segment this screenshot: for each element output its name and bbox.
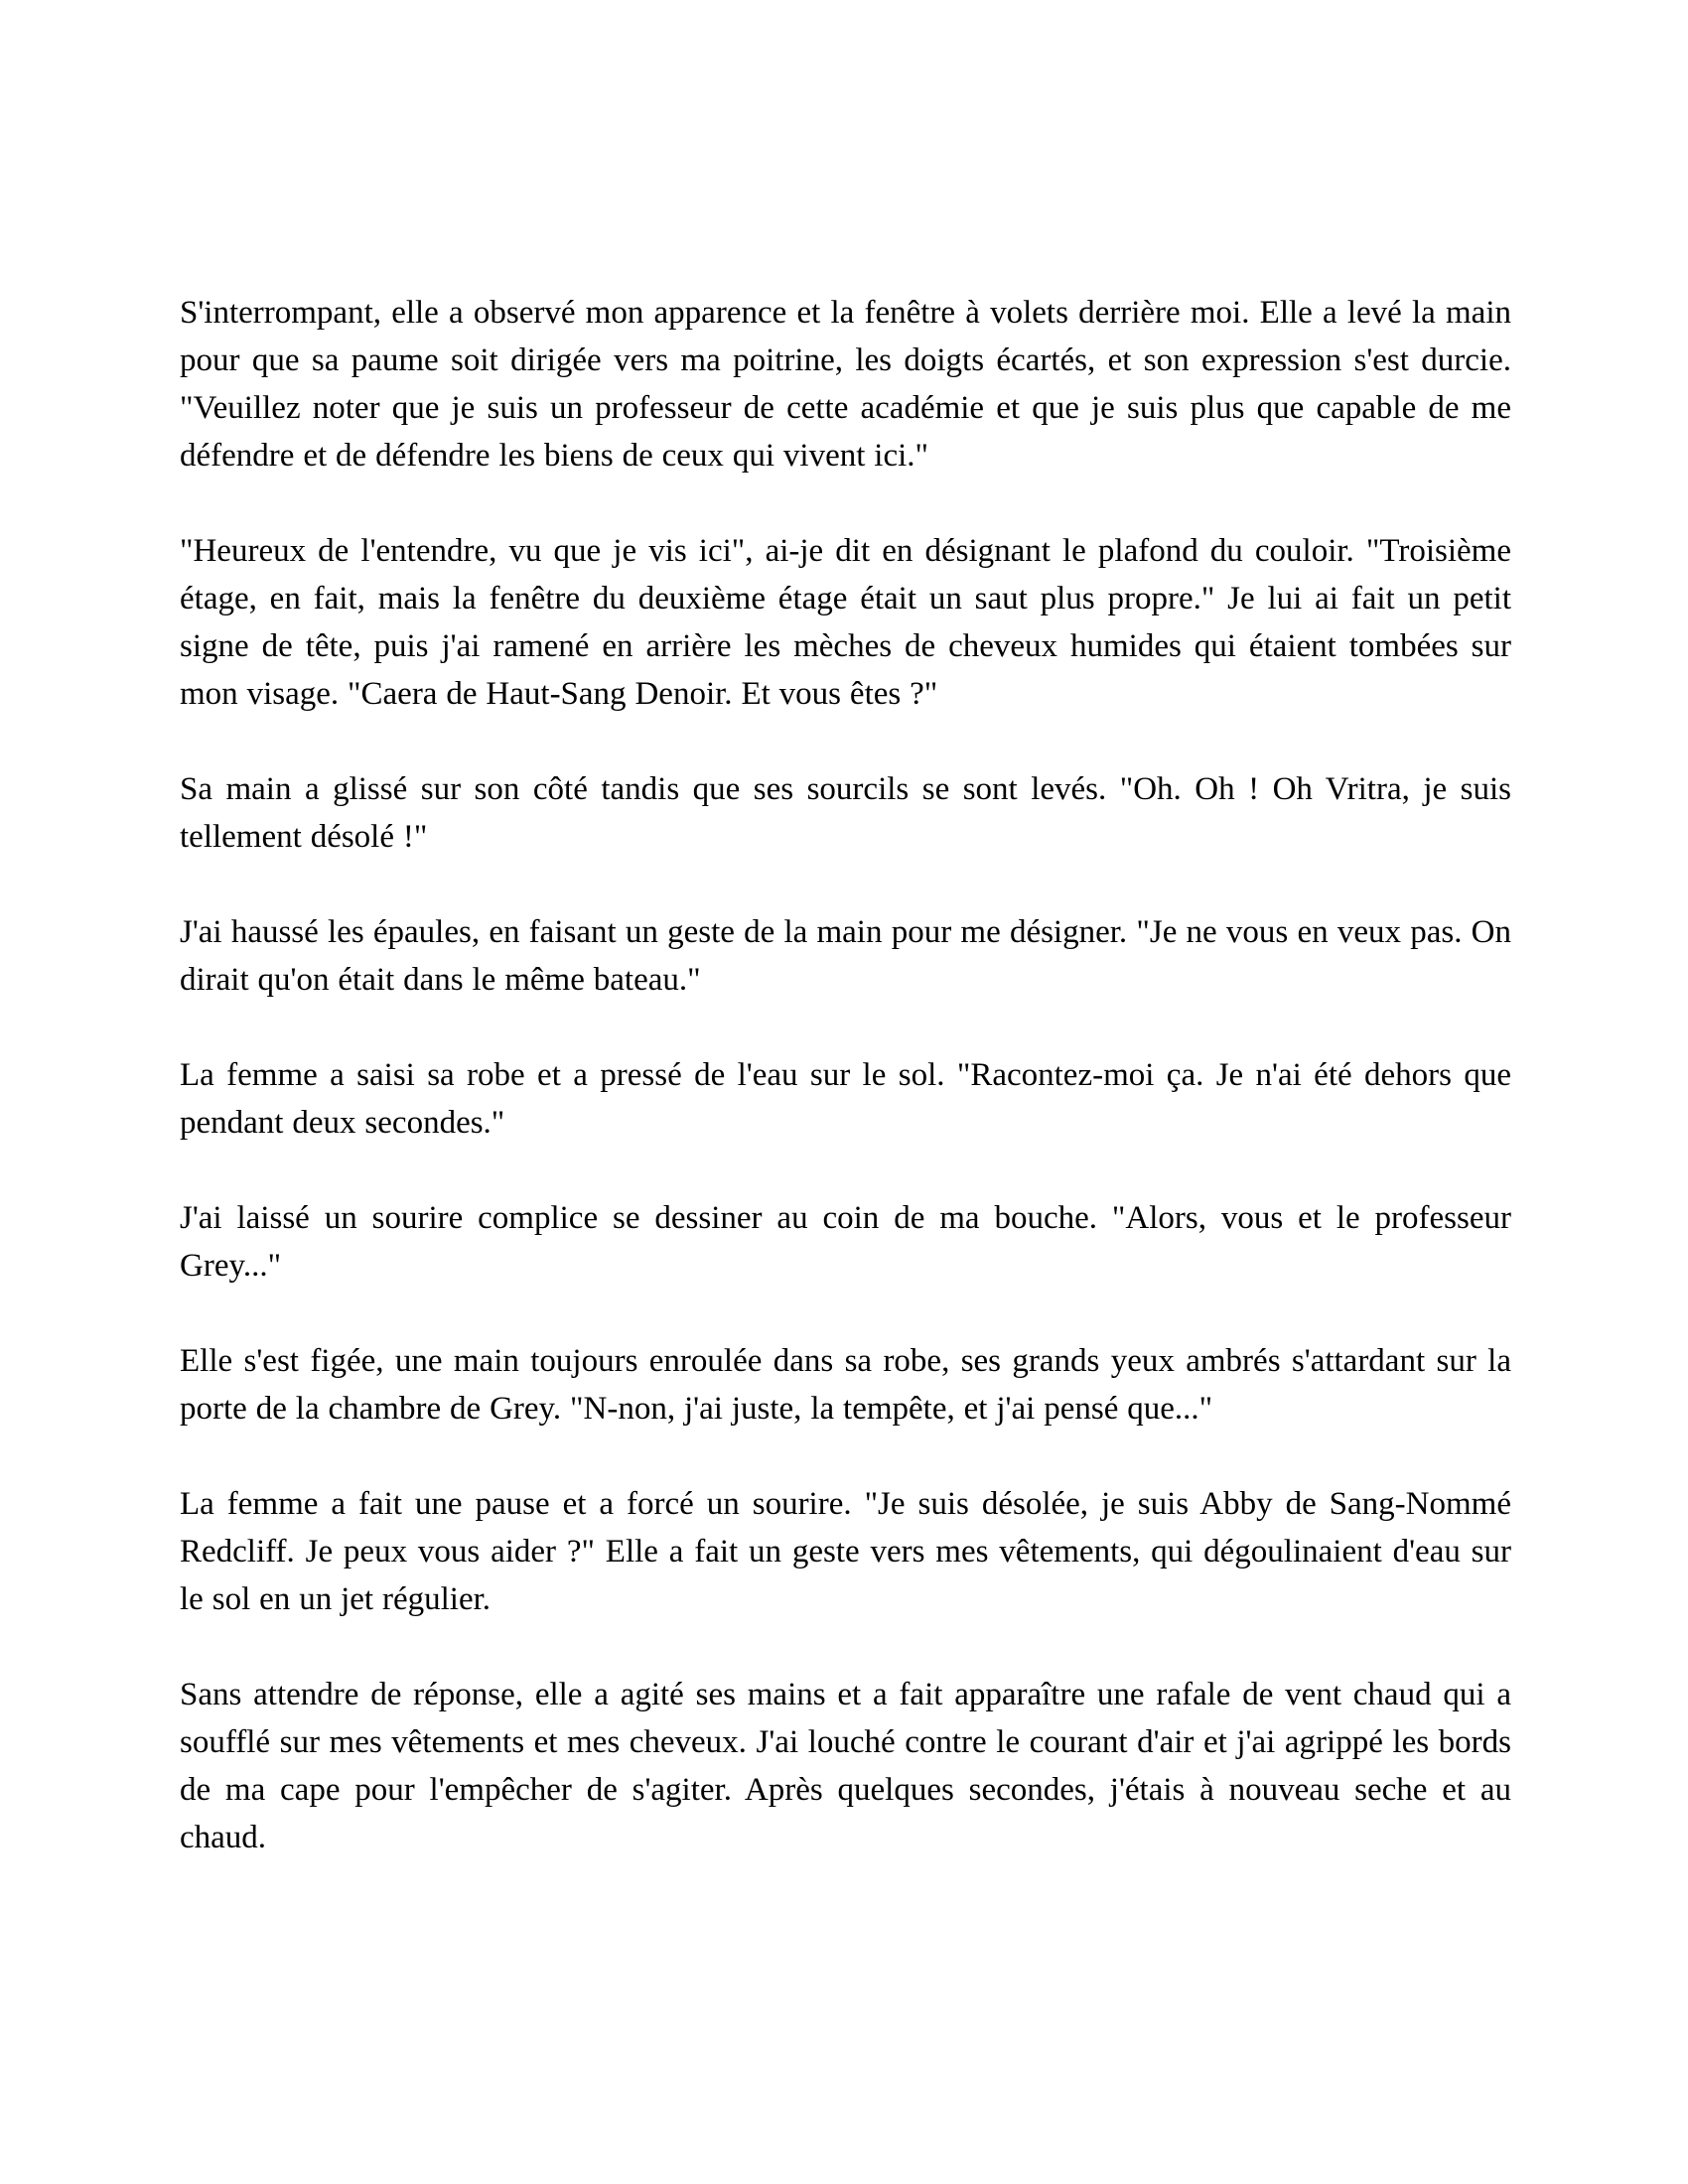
paragraph-8: La femme a fait une pause et a forcé un sourire. "Je suis désolée, je suis Abby de Sang-Nommé Redcliff. Je peux vous aider ?" Elle a fait un geste vers mes vêtements, qui dégoulinaient d'eau sur le sol en un jet régulier. [180,1486,1511,1617]
paragraph-5: La femme a saisi sa robe et a pressé de l'eau sur le sol. "Racontez-moi ça. Je n'ai été dehors que pendant deux secondes." [180,1057,1511,1141]
paragraph-7: Elle s'est figée, une main toujours enroulée dans sa robe, ses grands yeux ambrés s'attardant sur la porte de la chambre de Grey. "N-non, j'ai juste, la tempête, et j'ai pensé que..." [180,1343,1511,1427]
paragraph-1: S'interrompant, elle a observé mon apparence et la fenêtre à volets derrière moi. Elle a levé la main pour que sa paume soit dirigée vers ma poitrine, les doigts écartés, et son expression s'est durcie. "Veuillez noter que je suis un professeur de cette académie et que je suis plus que capable de me défendre et de défendre les biens de ceux qui vivent ici." [180,295,1511,474]
paragraph-6: J'ai laissé un sourire complice se dessiner au coin de ma bouche. "Alors, vous et le professeur Grey..." [180,1200,1511,1284]
paragraph-4: J'ai haussé les épaules, en faisant un geste de la main pour me désigner. "Je ne vous en veux pas. On dirait qu'on était dans le même bateau." [180,914,1511,998]
paragraph-9: Sans attendre de réponse, elle a agité ses mains et a fait apparaître une rafale de vent chaud qui a soufflé sur mes vêtements et mes cheveux. J'ai louché contre le courant d'air et j'ai agrippé les bords de ma cape pour l'empêcher de s'agiter. Après quelques secondes, j'étais à nouveau seche et au chaud. [180,1677,1511,1855]
text-block [180,289,1511,1861]
paragraph-2: "Heureux de l'entendre, vu que je vis ici", ai-je dit en désignant le plafond du couloir. "Troisième étage, en fait, mais la fenêtre du deuxième étage était un saut plus propre." Je lui ai fait un petit signe de tête, puis j'ai ramené en arrière les mèches de cheveux humides qui étaient tombées sur mon visage. "Caera de Haut-Sang Denoir. Et vous êtes ?" [180,533,1511,712]
paragraph-3: Sa main a glissé sur son côté tandis que ses sourcils se sont levés. "Oh. Oh ! Oh Vritra, je suis tellement désolé !" [180,771,1511,855]
